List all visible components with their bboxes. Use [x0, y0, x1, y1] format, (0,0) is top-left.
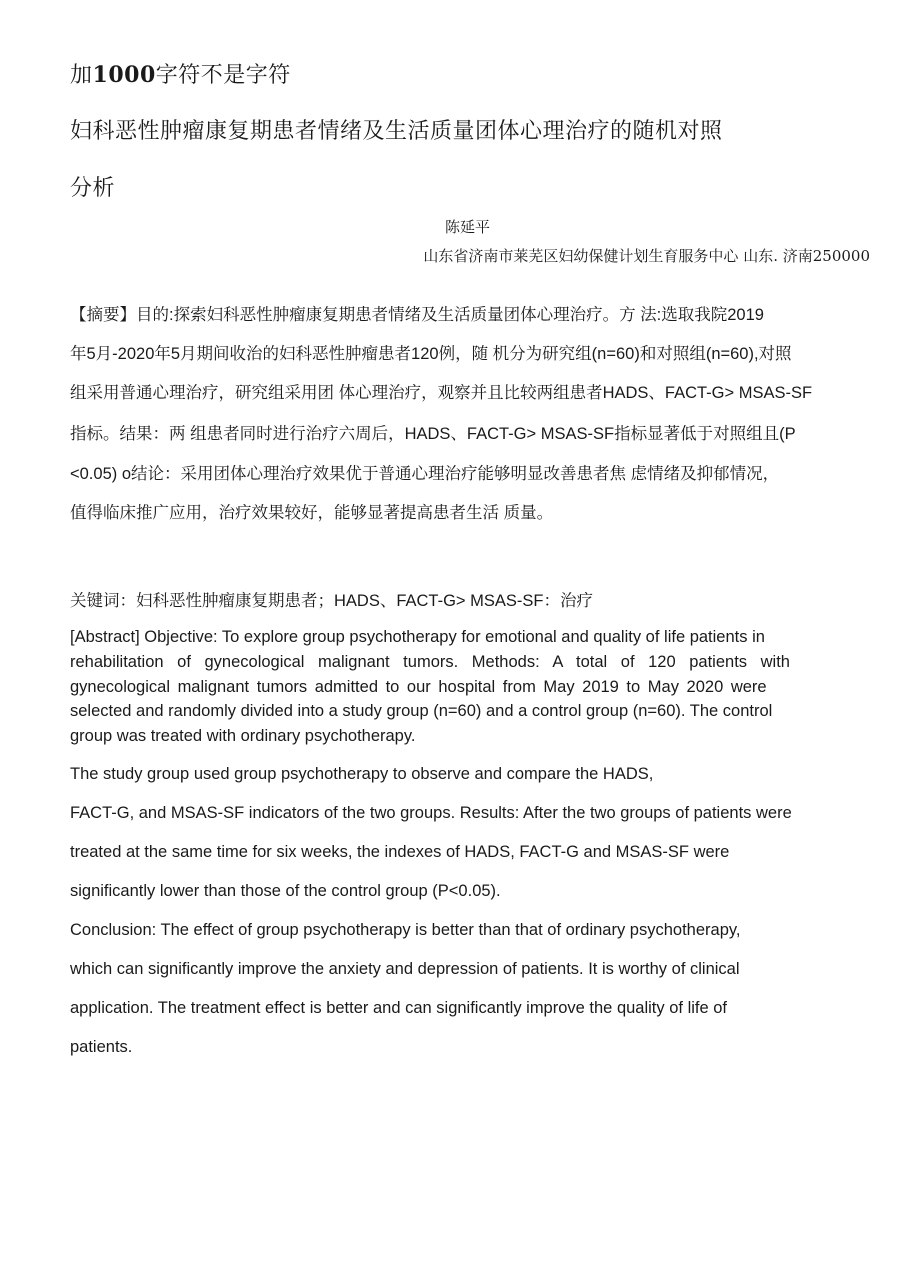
keywords-cn: 关键词：妇科恶性肿瘤康复期患者；HADS、FACT-G> MSAS-SF：治疗 [70, 592, 593, 610]
header-note-number: 1000 [92, 62, 156, 88]
abstract-cn-line: 组采用普通心理治疗，研究组采用团 体心理治疗，观察并且比较两组患者HADS、FACT-G> MSAS-SF [70, 384, 813, 402]
abstract-cn-line: <0.05) o结论：采用团体心理治疗效果优于普通心理治疗能够明显改善患者焦 虑情绪及抑郁情况， [70, 465, 780, 483]
abstract-en-line: patients. [70, 1038, 133, 1056]
abstract-cn-line: 年5月-2020年5月期间收治的妇科恶性肿瘤患者120例，随 机分为研究组(n=60)和对照组(n=60),对照 [70, 345, 792, 363]
abstract-en-line: which can significantly improve the anxiety and depression of patients. It is worthy of clinical [70, 960, 740, 978]
abstract-en-line: rehabilitation of gynecological malignant tumors. Methods: A total of 120 patients with [70, 653, 790, 671]
abstract-en-line: Conclusion: The effect of group psychotherapy is better than that of ordinary psychotherapy, [70, 921, 741, 939]
author-name: 陈延平 [445, 218, 491, 236]
abstract-en-line: treated at the same time for six weeks, the indexes of HADS, FACT-G and MSAS-SF were [70, 843, 730, 861]
abstract-en-line: selected and randomly divided into a study group (n=60) and a control group (n=60). The control [70, 702, 773, 720]
header-note [70, 58, 291, 89]
abstract-cn-line: 【摘要】目的:探索妇科恶性肿瘤康复期患者情绪及生活质量团体心理治疗。方 法:选取我院2019 [70, 306, 764, 324]
header-note-prefix: 加 [70, 63, 93, 88]
abstract-cn-line: 值得临床推广应用，治疗效果较好，能够显著提高患者生活 质量。 [70, 504, 554, 522]
abstract-en-line: application. The treatment effect is better and can significantly improve the quality of life of [70, 999, 728, 1017]
abstract-en-line: FACT-G, and MSAS-SF indicators of the two groups. Results: After the two groups of patients were [70, 804, 792, 822]
page-title-line-1: 妇科恶性肿瘤康复期患者情绪及生活质量团体心理治疗的随机对照 [70, 119, 723, 144]
abstract-en-line: gynecological malignant tumors admitted to our hospital from May 2019 to May 2020 were [70, 678, 767, 696]
abstract-en-line: significantly lower than those of the control group (P<0.05). [70, 882, 501, 900]
header-note-suffix: 字符不是字符 [155, 63, 291, 88]
abstract-en-line: The study group used group psychotherapy to observe and compare the HADS, [70, 765, 654, 783]
page-title-line-2: 分析 [70, 176, 116, 201]
abstract-en-line: [Abstract] Objective: To explore group psychotherapy for emotional and quality of life patients in [70, 628, 765, 646]
abstract-en-line: group was treated with ordinary psychotherapy. [70, 727, 416, 745]
author-affiliation: 山东省济南市莱芜区妇幼保健计划生育服务中心 山东. 济南250000 [423, 247, 870, 265]
abstract-cn-line: 指标。结果：两 组患者同时进行治疗六周后，HADS、FACT-G> MSAS-SF指标显著低于对照组且(P [70, 425, 796, 443]
